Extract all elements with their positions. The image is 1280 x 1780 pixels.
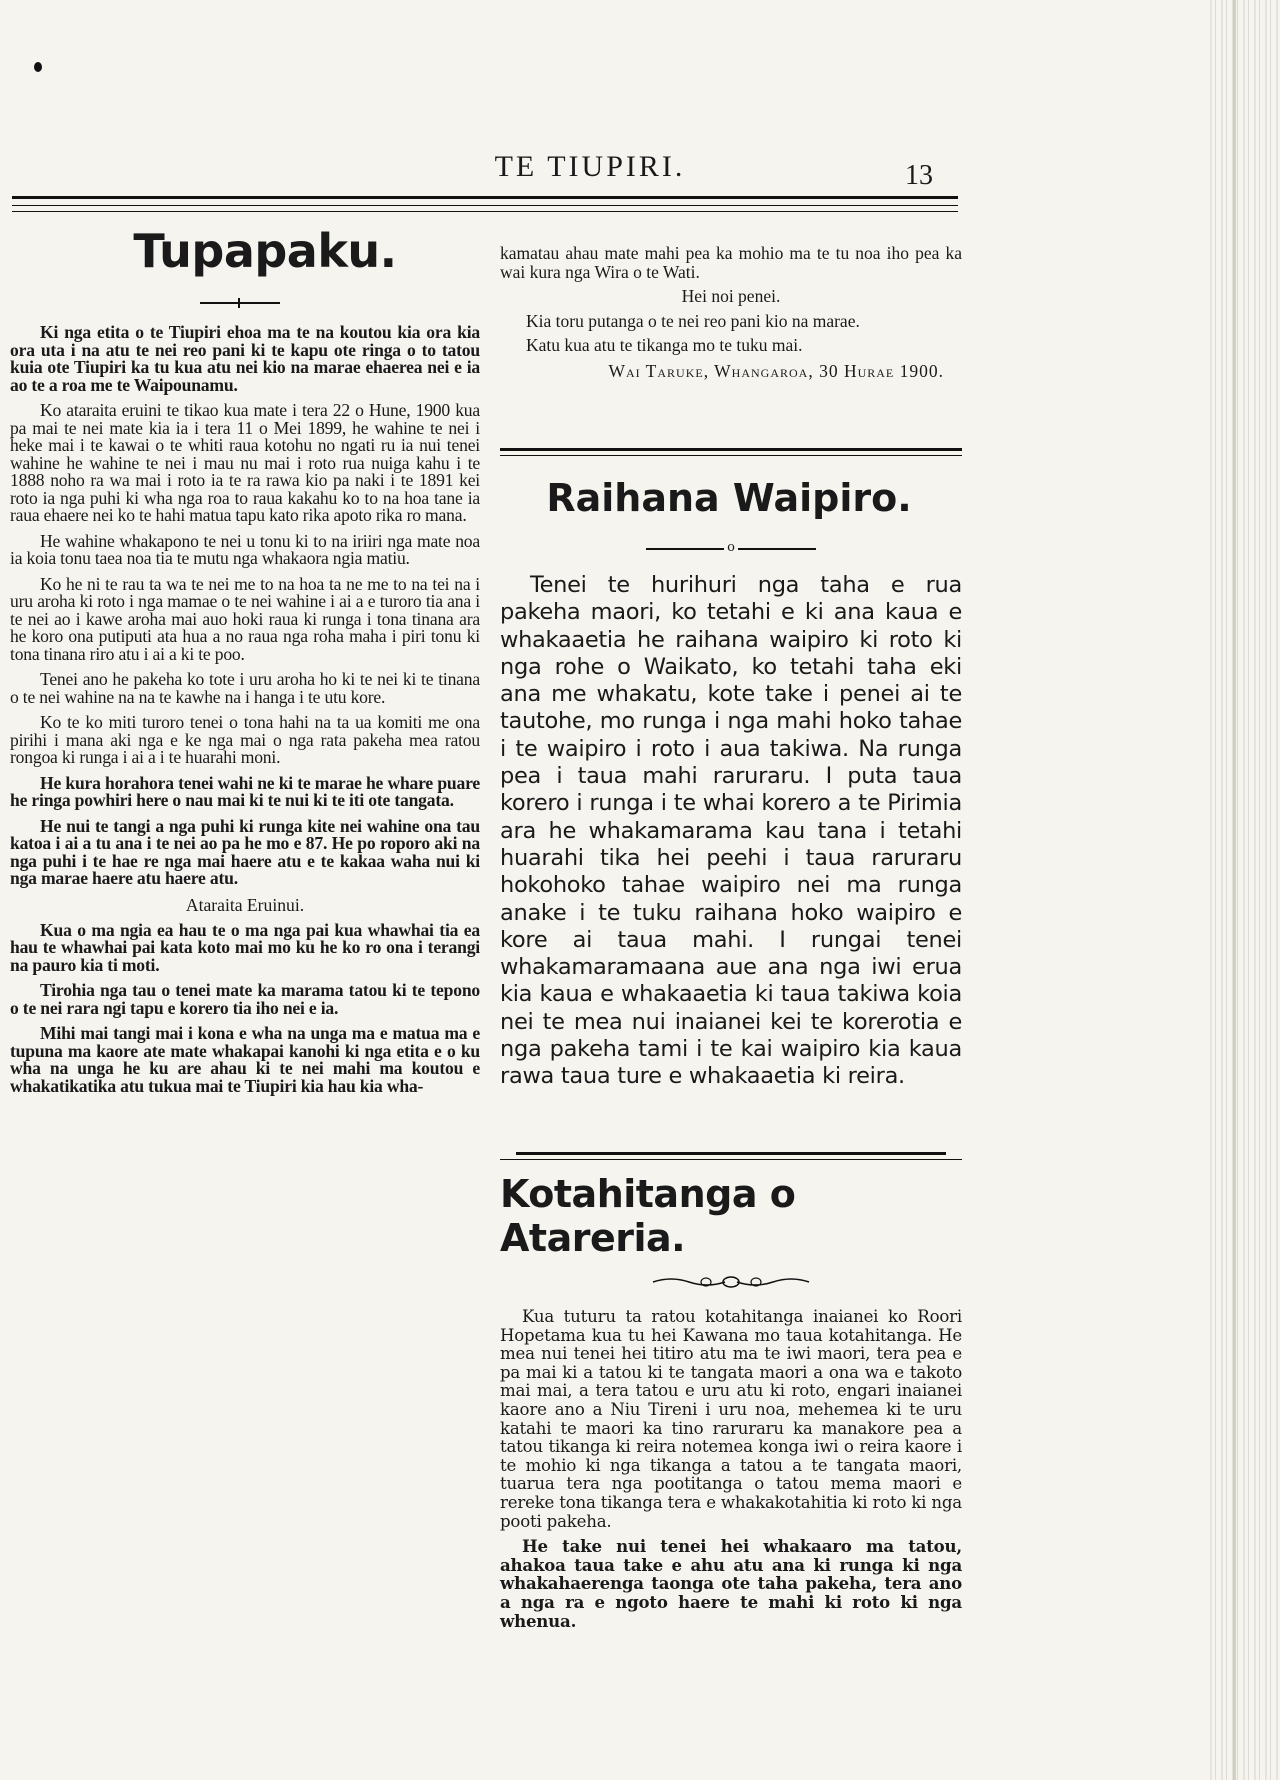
article-paragraph: Ko ataraita eruini te tikao kua mate i tera 22 o Hune, 1900 kua pa mai te nei mate kia ia i tera 11 o Mei 1899, he wahine te nei i heke mai i te kawai o te whiti raua kotohu no ngati ru ia nui tenei wahine he wahine te nei i mau nu mai i roto rua nuiga kahu i te 1888 noho ra wa mai i roto ia te ra rawa kio pa naki i te 1891 kei roto ia nga puhi ki wha nga roa to raua kakahu ko to na hoa tane ia raua ehaere nei ko te hahi matua tapu kato rika apoto rika ro mana.: [10, 400, 480, 525]
header-rule: [12, 196, 958, 199]
newspaper-title: TE TIUPIRI.: [494, 150, 686, 183]
page-number: 13: [905, 160, 933, 191]
article-raihana: [500, 476, 962, 1091]
article-paragraph: Mihi mai tangi mai i kona e wha na unga ma e matua ma e tupuna ma kaore ate mate whakapai kanohi ki nga etita e o ku wha na unga he ku are ahau ki te nei mahi ma koutou e whakatikatika atu tukua mai te Tiupiri kia hau kia wha-: [10, 1023, 480, 1096]
article-title-tupapaku: Tupapaku.: [133, 224, 397, 278]
article-paragraph: Ko he ni te rau ta wa te nei me to na hoa ta ne me to na tei na i uru aroha ki roto i nga mamae o te nei wahine i ai a e turoro tia ana i te nei ao i kawe aroha mai auo hoki raua ki runga i tona tinana ara he koro ona putiputi ata hua a no raua nga roha maha i piri tonu ki tona tinana riro atu i ai a ki te poo.: [10, 573, 480, 664]
ink-speck: [34, 62, 42, 72]
letter-line: Katu kua atu te tikanga mo te tuku mai.: [526, 335, 803, 356]
title-ornament: o: [646, 542, 816, 554]
header-rule-thin-2: [12, 211, 958, 212]
header-rule-thin: [12, 205, 958, 206]
article-paragraph: He kura horahora tenei wahi ne ki te marae he whare puare he ringa powhiri here o nau mai ki te nui ki te iti ote tangata.: [10, 772, 480, 810]
article-paragraph: Tirohia nga tau o tenei mate ka marama tatou ki te tepono o te nei rara ngi tapu e korero tia iho nei e ia.: [10, 980, 480, 1018]
article-paragraph: Ki nga etita o te Tiupiri ehoa ma te na koutou kia ora kia ora uta i na atu te nei reo pani ki te kapu ote ringa o to tatou kuia ote Tiupiri ka tu kua atu nei kio na marae ehaerea nei e ia ao te a roa me te Waipounamu.: [10, 322, 480, 395]
letter-line: kamatau ahau mate mahi pea ka mohio ma te tu noa iho pea ka wai kura nga Wira o te Wati.: [500, 243, 962, 282]
section-rule: [516, 1152, 946, 1155]
section-rule: [500, 448, 962, 451]
page-edge-shadow: [1233, 0, 1236, 1780]
article-title-kotahitanga: Kotahitanga o Atareria.: [500, 1172, 796, 1260]
article-signature: Ataraita Eruinui.: [185, 894, 305, 915]
article-paragraph: He take nui tenei hei whakaaro ma tatou, ahakoa taua take e ahu atu ana ki runga ki nga whakahaerenga taonga ote taha pakeha, tera ano a nga ra e ngoto haere te mahi ki roto ki nga whenua.: [500, 1536, 962, 1631]
article-paragraph: Kua tuturu ta ratou kotahitanga inaianei ko Roori Hopetama kua tu hei Kawana mo taua kotahitanga. He mea nui tenei hei titiro atu ma te iwi maori, tera pea e pa mai ki a tatou ki te tangata maori a ona wa e takoto mai mai, a tera tatou e uru atu ki roto, engari inaianei kaore ano a Niu Tireni i uru noa, mehemea ki te uru katahi te maori ka tino raruraru ka manakore pea a tatou tikanga ki reira notemea konga iwi o reira kaore i te mohio ki nga tikanga a tatou a te tangata maori, tuarua tera nga pootitanga o tatou mema maori e rereke tona tikanga tera e whakakotahitia ki roto ki nga pooti pakeha.: [500, 1307, 962, 1531]
article-paragraph: Tenei ano he pakeha ko tote i uru aroha ho ki te nei ki te tinana o te nei wahine na na te kawhe na i hanga i te utu kore.: [10, 669, 480, 707]
letter-signature: Wai Taruke, Whangaroa, 30 Hurae 1900.: [608, 360, 944, 381]
left-column: [10, 224, 480, 1103]
article-paragraph: He wahine whakapono te nei u tonu ki to na iriiri nga mate noa ia koia tonu taea noa tia te mutu nga whakaora ngia matiu.: [10, 530, 480, 568]
right-column-letter-end: [500, 244, 962, 381]
letter-line: Hei noi penei.: [681, 286, 781, 307]
swirl-ornament-icon: [651, 1274, 811, 1290]
section-rule-thin: [500, 455, 962, 456]
page-edge-scan: [1210, 0, 1280, 1780]
section-rule-thin: [500, 1159, 962, 1160]
title-ornament: [200, 302, 280, 304]
article-kotahitanga: [500, 1172, 962, 1636]
article-paragraph: Kua o ma ngia ea hau te o ma nga pai kua whawhai tia ea hau te whawhai pai kata koto mai mo ku he ko ro ona i terangi na pauro kia ti moti.: [10, 919, 480, 975]
article-paragraph: He nui te tangi a nga puhi ki runga kite nei wahine ona tau katoa i ai a tu ana i te nei ao pa he mo e 87. He po roporo aki na nga puhi i te hae re nga mai haere atu e te kakaa waha nui ki nga marae haere atu haere atu.: [10, 815, 480, 888]
letter-line: Kia toru putanga o te nei reo pani kio na marae.: [526, 310, 860, 331]
article-paragraph: Tenei te hurihuri nga taha e rua pakeha maori, ko tetahi e ki ana kaua e whakaaetia he raihana waipiro ki roto ki nga rohe o Waikato, ko tetahi taha eki ana me whakatu, kote take i penei ai te tautohe, mo runga i nga mahi hoko tahae i te waipiro i roto i aua takiwa. Na runga pea i taua mahi raruraru. I puta taua korero i runga i te whai korero a te Pirimia ara he whakamarama kau tana i tetahi huarahi tika hei peehi i taua raruraru hokohoko tahae waipiro nei ma runga anake i te tuku raihana hoko waipiro e kore ai taua mahi. I rungai tenei whakamaramaana aue ana nga iwi erua kia kaua e whakaaetia ki taua takiwa koia nei te mea nui inaianei kei te korerotia e nga pakeha tami i te kai waipiro kia kaua rawa taua ture e whakaaetia ki reira.: [500, 572, 962, 1090]
article-paragraph: Ko te ko miti turoro tenei o tona hahi na ta ua komiti me ona pirihi i mana aki nga e ke nga mai o nga rata pakeha mea ratou rongoa ki runga i ai a i te huarahi moni.: [10, 712, 480, 767]
article-title-raihana: Raihana Waipiro.: [546, 476, 912, 520]
